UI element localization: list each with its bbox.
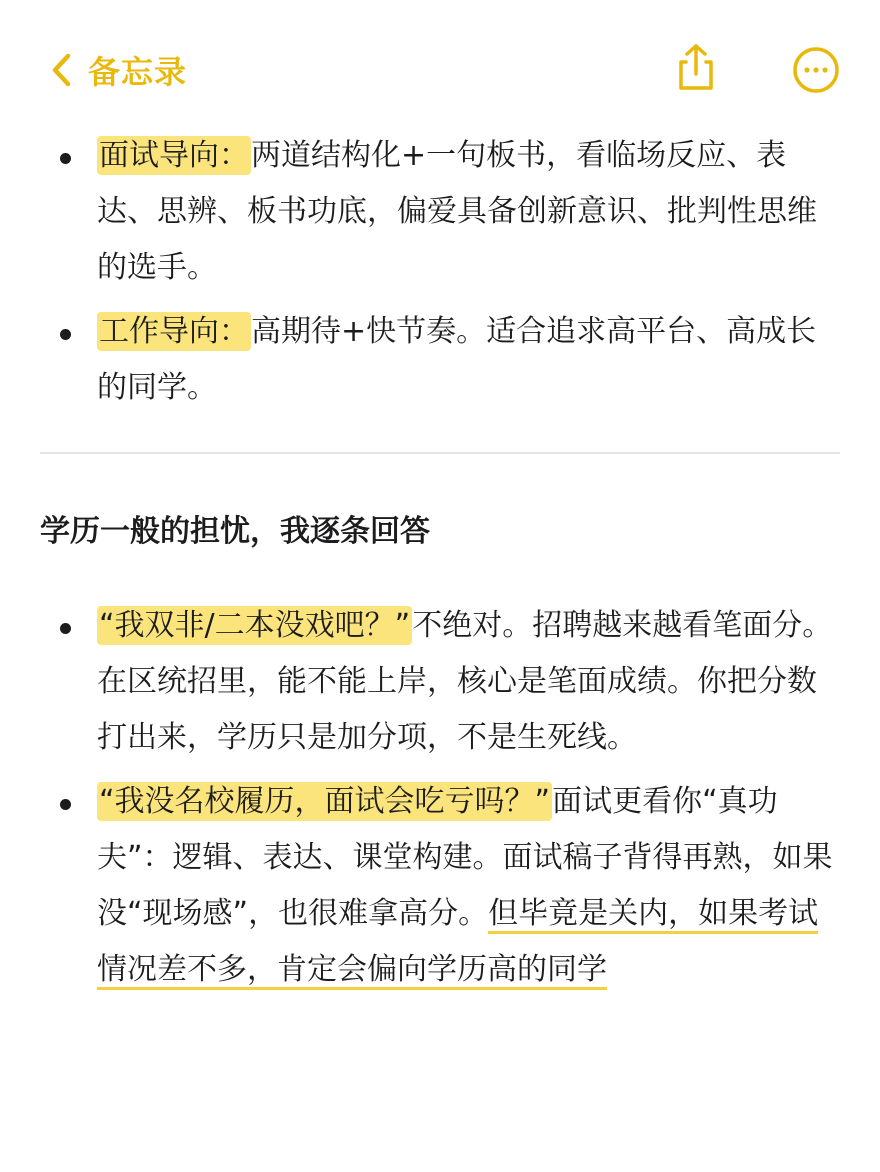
- navigation-bar: [0, 0, 880, 130]
- highlighted-text: 面试导向：: [99, 138, 249, 173]
- underlined-text: 但毕竟是关内，如果考试情况差不多，肯定会偏向学历高的同学: [97, 896, 818, 990]
- bullet-list-1: [40, 128, 840, 416]
- highlighted-text: “我没名校履历，面试会吃亏吗？”: [99, 784, 551, 819]
- item-text: 不绝对。招聘越来越看笔面分。在区统招里，能不能上岸，核心是笔面成绩。你把分数打出来，学历只是加分项，不是生死线。: [97, 608, 833, 755]
- highlighted-text: 工作导向：: [99, 314, 249, 349]
- divider: [40, 452, 840, 454]
- share-icon[interactable]: [672, 42, 720, 94]
- list-item: [40, 598, 840, 766]
- more-icon[interactable]: [792, 46, 840, 94]
- section-heading: 学历一般的担忧，我逐条回答: [40, 514, 430, 549]
- back-label: 备忘录: [88, 53, 188, 91]
- list-item: [40, 774, 840, 998]
- chevron-left-icon: [50, 52, 72, 88]
- highlighted-text: “我双非/二本没戏吧？”: [99, 608, 411, 643]
- item-text: 面试更看你“真功夫”：逻辑、表达、课堂构建。面试稿子背得再熟，如果没“现场感”，也很难拿高分。: [97, 784, 833, 931]
- bullet-list-2: [40, 598, 840, 998]
- list-item: [40, 304, 840, 416]
- item-text: 两道结构化+一句板书，看临场反应、表达、思辨、板书功底，偏爱具备创新意识、批判性思维的选手。: [97, 138, 817, 285]
- note-body[interactable]: [40, 128, 840, 1006]
- back-button[interactable]: [50, 46, 187, 94]
- list-item: [40, 128, 840, 296]
- item-text: 高期待+快节奏。适合追求高平台、高成长的同学。: [97, 314, 817, 405]
